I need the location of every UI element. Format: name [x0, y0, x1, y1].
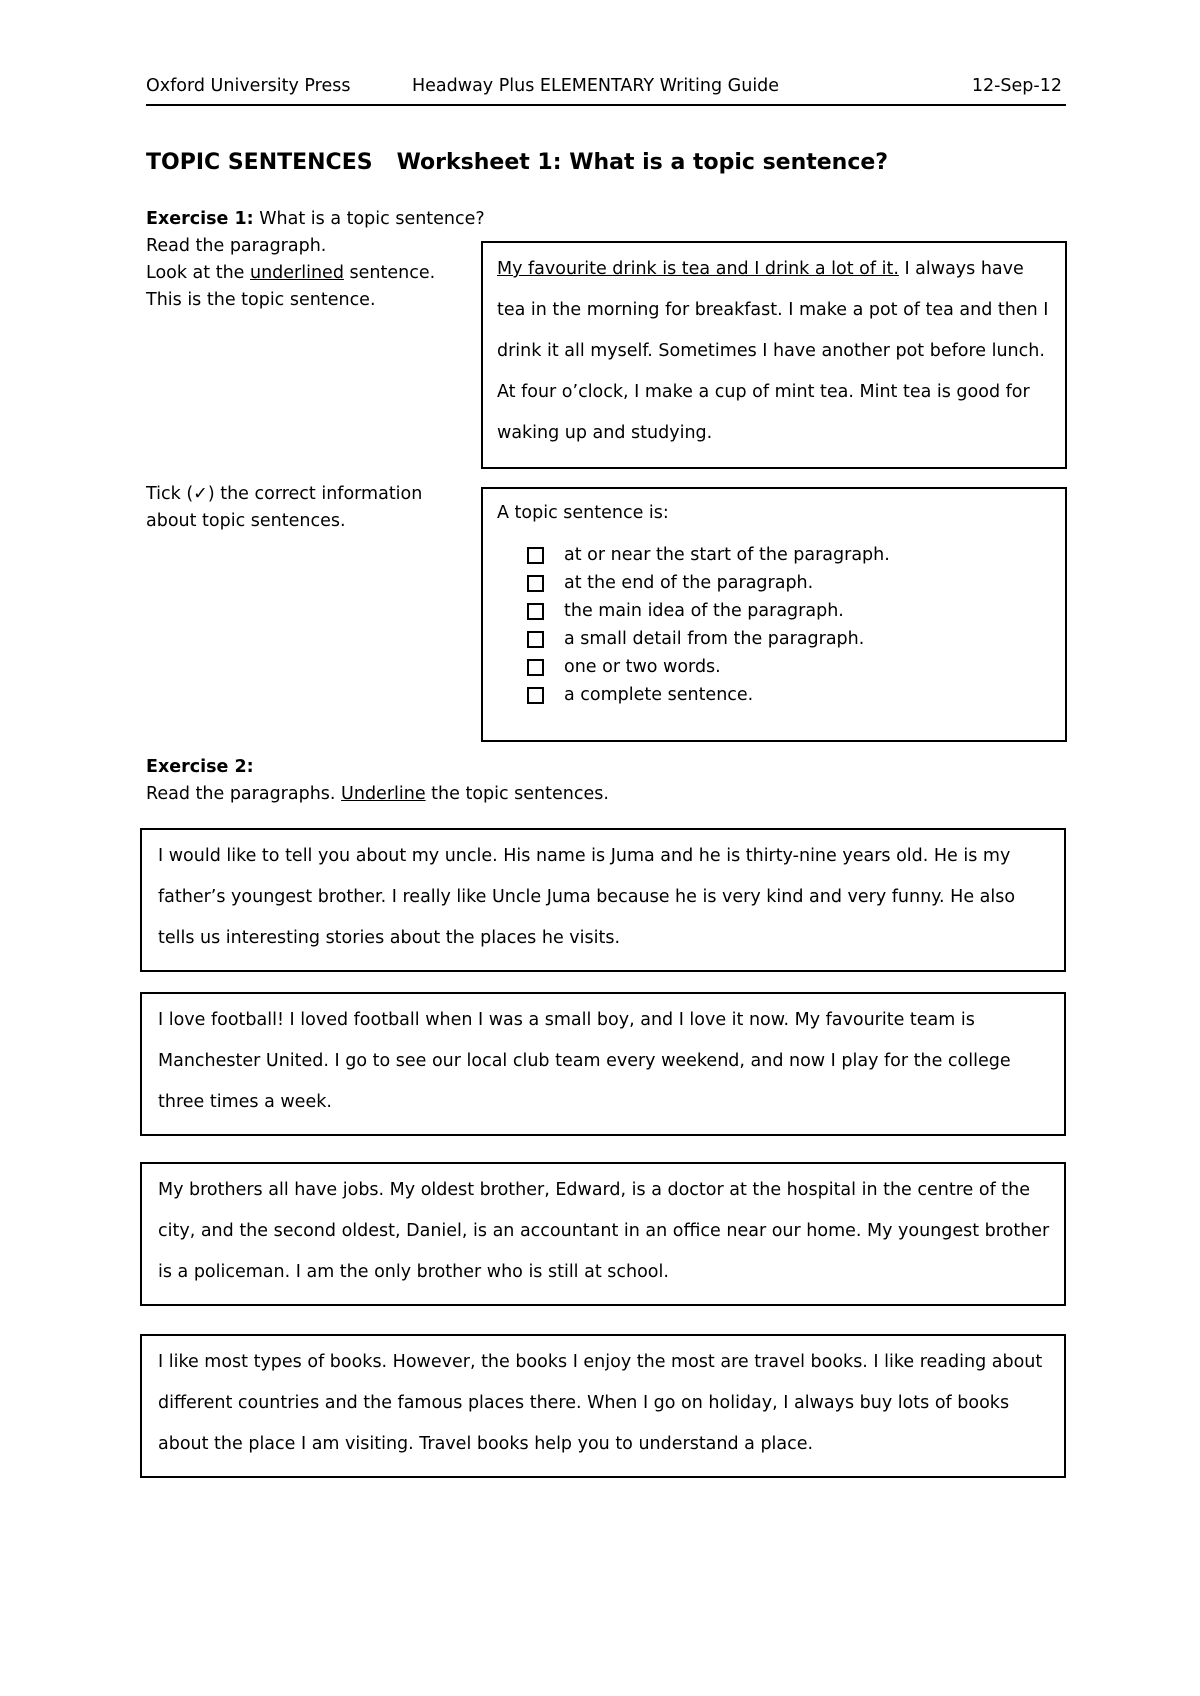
- page-title: [146, 150, 888, 175]
- exercise2-paragraph[interactable]: I like most types of books. However, the books I enjoy the most are travel books. I like reading about different countries and the famous places there. When I go on holiday, I always buy lots of books about the place I am visiting. Travel books help you to understand a place.: [158, 1352, 1043, 1454]
- checklist-lead: A topic sentence is:: [497, 503, 669, 523]
- page-header: [146, 74, 1066, 106]
- checkbox-icon[interactable]: [527, 659, 544, 676]
- exercise2-paragraph[interactable]: My brothers all have jobs. My oldest brother, Edward, is a doctor at the hospital in the centre of the city, and the second oldest, Daniel, is an accountant in an office near our home. My youngest brother is a policeman. I am the only brother who is still at school.: [158, 1180, 1050, 1282]
- exercise2-paragraph[interactable]: I love football! I loved football when I was a small boy, and I love it now. My favourite team is Manchester United. I go to see our local club team every weekend, and now I play for the college three times a week.: [158, 1010, 1011, 1112]
- checklist-option[interactable]: [497, 653, 1051, 681]
- checklist-option[interactable]: [497, 541, 1051, 569]
- checkbox-icon[interactable]: [527, 575, 544, 592]
- line2-underlined: underlined: [249, 263, 344, 283]
- checklist-option[interactable]: [497, 597, 1051, 625]
- example-paragraph: [497, 249, 1051, 454]
- option-label: a complete sentence.: [564, 685, 754, 705]
- exercise2-instruction: [146, 781, 609, 808]
- header-guide-title: Headway Plus ELEMENTARY Writing Guide: [412, 76, 780, 96]
- checklist-option[interactable]: [497, 625, 1051, 653]
- checkbox-icon[interactable]: [527, 687, 544, 704]
- title-topic: TOPIC SENTENCES: [146, 150, 373, 175]
- exercise2-instructions: [146, 754, 609, 808]
- checkbox-icon[interactable]: [527, 631, 544, 648]
- header-date: 12-Sep-12: [971, 76, 1062, 96]
- instr-pre: Read the paragraphs.: [146, 784, 342, 804]
- option-label: at the end of the paragraph.: [564, 573, 814, 593]
- example-topic-sentence: My favourite drink is tea and I drink a lot of it.: [497, 259, 899, 279]
- exercise1-label: Exercise 1:: [146, 209, 254, 229]
- header-publisher: Oxford University Press: [146, 76, 351, 96]
- exercise1-instructions: [146, 206, 485, 314]
- option-label: one or two words.: [564, 657, 721, 677]
- checklist-box: [481, 487, 1067, 742]
- tick-instructions: [146, 481, 422, 535]
- line2-post: sentence.: [343, 263, 436, 283]
- exercise2-paragraph-box: [140, 1162, 1066, 1306]
- instr-underlined: Underline: [341, 784, 426, 804]
- option-label: the main idea of the paragraph.: [564, 601, 844, 621]
- option-label: a small detail from the paragraph.: [564, 629, 865, 649]
- exercise2-paragraph-box: [140, 828, 1066, 972]
- exercise1-question: What is a topic sentence?: [253, 209, 485, 229]
- title-worksheet: Worksheet 1: What is a topic sentence?: [396, 150, 889, 175]
- instr-post: the topic sentences.: [425, 784, 609, 804]
- tick-line2: about topic sentences.: [146, 511, 346, 531]
- exercise2-label: Exercise 2:: [146, 757, 254, 777]
- exercise1-line3: This is the topic sentence.: [146, 290, 376, 310]
- exercise2-paragraph-box: [140, 992, 1066, 1136]
- line2-pre: Look at the: [146, 263, 250, 283]
- example-paragraph-box: [481, 241, 1067, 469]
- example-paragraph-rest: I always have tea in the morning for breakfast. I make a pot of tea and then I drink it all myself. Sometimes I have another pot before lunch. At four o’clock, I make a cup of mint tea. Mint tea is good for waking up and studying.: [497, 259, 1049, 443]
- option-label: at or near the start of the paragraph.: [564, 545, 890, 565]
- exercise2-paragraph-box: [140, 1334, 1066, 1478]
- checkbox-icon[interactable]: [527, 547, 544, 564]
- checklist-option[interactable]: [497, 569, 1051, 597]
- checkbox-icon[interactable]: [527, 603, 544, 620]
- exercise2-paragraph[interactable]: I would like to tell you about my uncle. His name is Juma and he is thirty-nine years old. He is my father’s youngest brother. I really like Uncle Juma because he is very kind and very funny. He also tells us interesting stories about the places he visits.: [158, 846, 1016, 948]
- checklist-option[interactable]: [497, 681, 1051, 709]
- exercise1-line2: [146, 260, 485, 287]
- tick-line1: Tick (✓) the correct information: [146, 484, 423, 504]
- exercise1-line1: Read the paragraph.: [146, 236, 327, 256]
